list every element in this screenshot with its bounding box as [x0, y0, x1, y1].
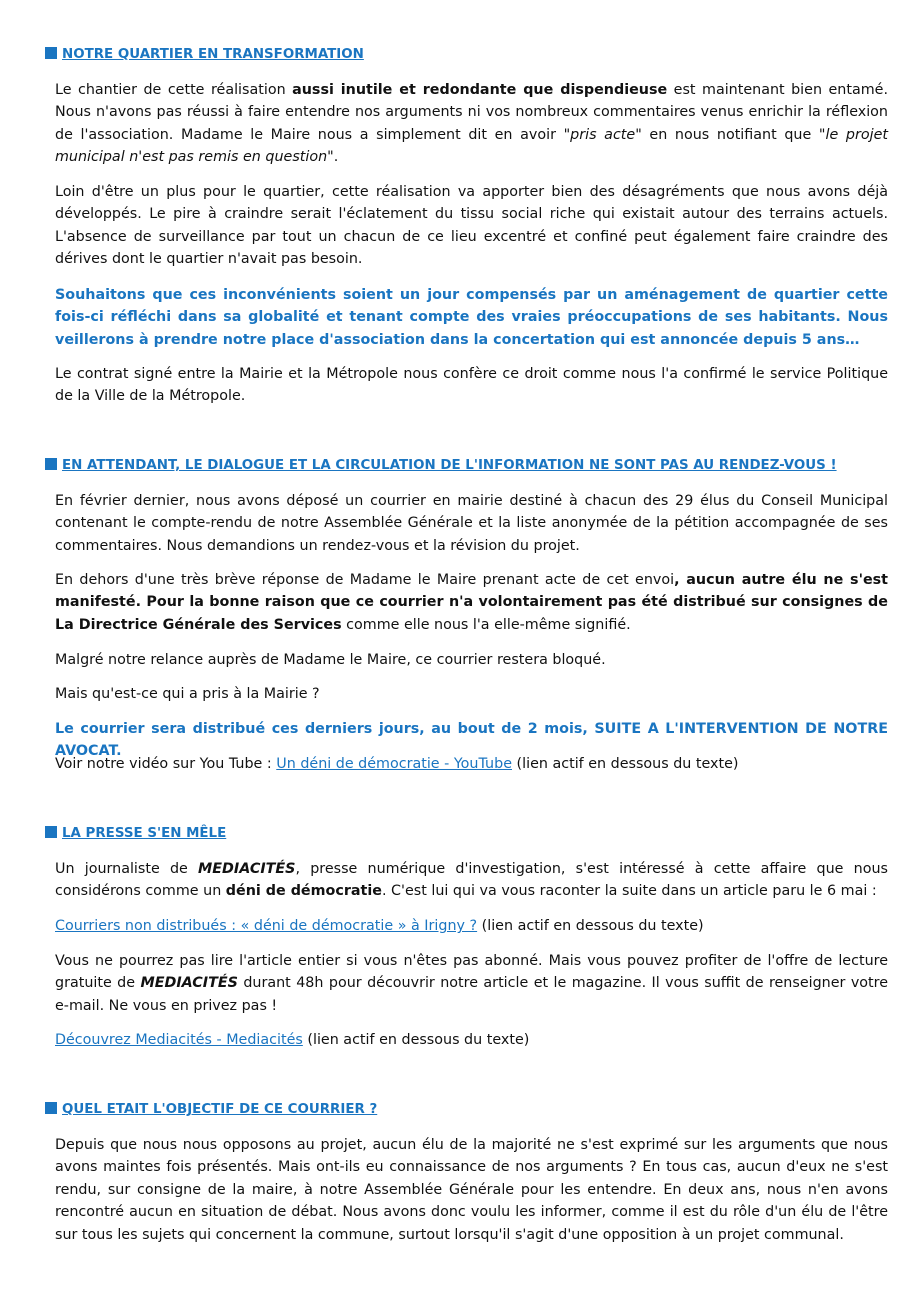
square-bullet-icon [45, 458, 57, 470]
mediacites-link[interactable]: Découvrez Mediacités - Mediacités [55, 1032, 303, 1048]
paragraph: En dehors d'une très brève réponse de Madame le Maire prenant acte de cet envoi, aucun autre élu ne s'est manifesté. Pour la bonne raison que ce courrier n'a volontairement pas été distribué sur consignes de La Directrice Générale des Services comme elle nous l'a elle-même signifié. [55, 572, 888, 633]
highlight-paragraph: Souhaitons que ces inconvénients soient un jour compensés par un aménagement de quartier cette fois-ci réfléchi dans sa globalité et tenant compte des vraies préoccupations de ses habitants. Nous veillerons à prendre notre place d'association dans la concertation qui est annoncée depuis 5 ans… [55, 287, 888, 348]
highlight-paragraph: Le courrier sera distribué ces derniers jours, au bout de 2 mois, SUITE A L'INTERVENTION DE NOTRE AVOCAT. [55, 721, 888, 760]
paragraph: Un journaliste de MEDIACITÉS, presse numérique d'investigation, s'est intéressé à cette affaire que nous considérons comme un déni de démocratie. C'est lui qui va vous raconter la suite dans un article paru le 6 mai : [55, 861, 888, 900]
section-heading-quartier [45, 45, 364, 65]
section-title: LA PRESSE S'EN MÊLE [62, 826, 227, 841]
paragraph: Loin d'être un plus pour le quartier, cette réalisation va apporter bien des désagréments que nous avons déjà développés. Le pire à craindre serait l'éclatement du tissu social riche qui existait autour des terrains actuels. L'absence de surveillance par tout un chacun de ce lieu excentré et confiné peut également faire craindre des dérives dont le quartier n'avait pas besoin. [55, 184, 888, 268]
square-bullet-icon [45, 47, 57, 59]
paragraph: Courriers non distribués : « déni de démocratie » à Irigny ? (lien actif en dessous du texte) [55, 918, 704, 934]
paragraph: Le contrat signé entre la Mairie et la Métropole nous confère ce droit comme nous l'a confirmé le service Politique de la Ville de la Métropole. [55, 366, 888, 405]
paragraph: Mais qu'est-ce qui a pris à la Mairie ? [55, 686, 320, 702]
paragraph: Découvrez Mediacités - Mediacités (lien actif en dessous du texte) [55, 1032, 530, 1048]
section-title: NOTRE QUARTIER EN TRANSFORMATION [62, 47, 364, 62]
paragraph: Voir notre vidéo sur You Tube : Un déni de démocratie - YouTube (lien actif en dessous du texte) [55, 756, 739, 772]
square-bullet-icon [45, 1102, 57, 1114]
article-link[interactable]: Courriers non distribués : « déni de démocratie » à Irigny ? [55, 918, 478, 934]
section-title: EN ATTENDANT, LE DIALOGUE ET LA CIRCULATION DE L'INFORMATION NE SONT PAS AU RENDEZ-VOUS ! [62, 458, 837, 473]
youtube-video-link[interactable]: Un déni de démocratie - YouTube [276, 756, 512, 772]
paragraph: Malgré notre relance auprès de Madame le Maire, ce courrier restera bloqué. [55, 652, 606, 668]
paragraph: Depuis que nous nous opposons au projet, aucun élu de la majorité ne s'est exprimé sur les arguments que nous avons maintes fois présentés. Mais ont-ils eu connaissance de nos arguments ? En tous cas, aucun d'eux ne s'est rendu, sur consigne de la maire, à notre Assemblée Générale pour les entendre. En deux ans, nous n'en avons rencontré aucun en situation de débat. Nous avons donc voulu les informer, comme il est du rôle d'un élu de l'être sur tous les sujets qui concernent la commune, surtout lorsqu'il s'agit d'une opposition à un projet communal. [55, 1137, 888, 1243]
paragraph: Le chantier de cette réalisation aussi inutile et redondante que dispendieuse est maintenant bien entamé. Nous n'avons pas réussi à faire entendre nos arguments ni vos nombreux commentaires venus enrichir la réflexion de l'association. Madame le Maire nous a simplement dit en avoir "pris acte" en nous notifiant que "le projet municipal n'est pas remis en question". [55, 82, 888, 166]
section-heading-dialogue [45, 456, 837, 476]
square-bullet-icon [45, 826, 57, 838]
section-heading-presse [45, 824, 226, 844]
section-title: QUEL ETAIT L'OBJECTIF DE CE COURRIER ? [62, 1102, 378, 1117]
paragraph: Vous ne pourrez pas lire l'article entier si vous n'êtes pas abonné. Mais vous pouvez profiter de l'offre de lecture gratuite de MEDIACITÉS durant 48h pour découvrir notre article et le magazine. Il vous suffit de renseigner votre e-mail. Ne vous en privez pas ! [55, 953, 888, 1014]
section-heading-objectif [45, 1100, 377, 1120]
paragraph: En février dernier, nous avons déposé un courrier en mairie destiné à chacun des 29 élus du Conseil Municipal contenant le compte-rendu de notre Assemblée Générale et la liste anonymée de la pétition accompagnée de ses commentaires. Nous demandions un rendez-vous et la révision du projet. [55, 493, 888, 554]
